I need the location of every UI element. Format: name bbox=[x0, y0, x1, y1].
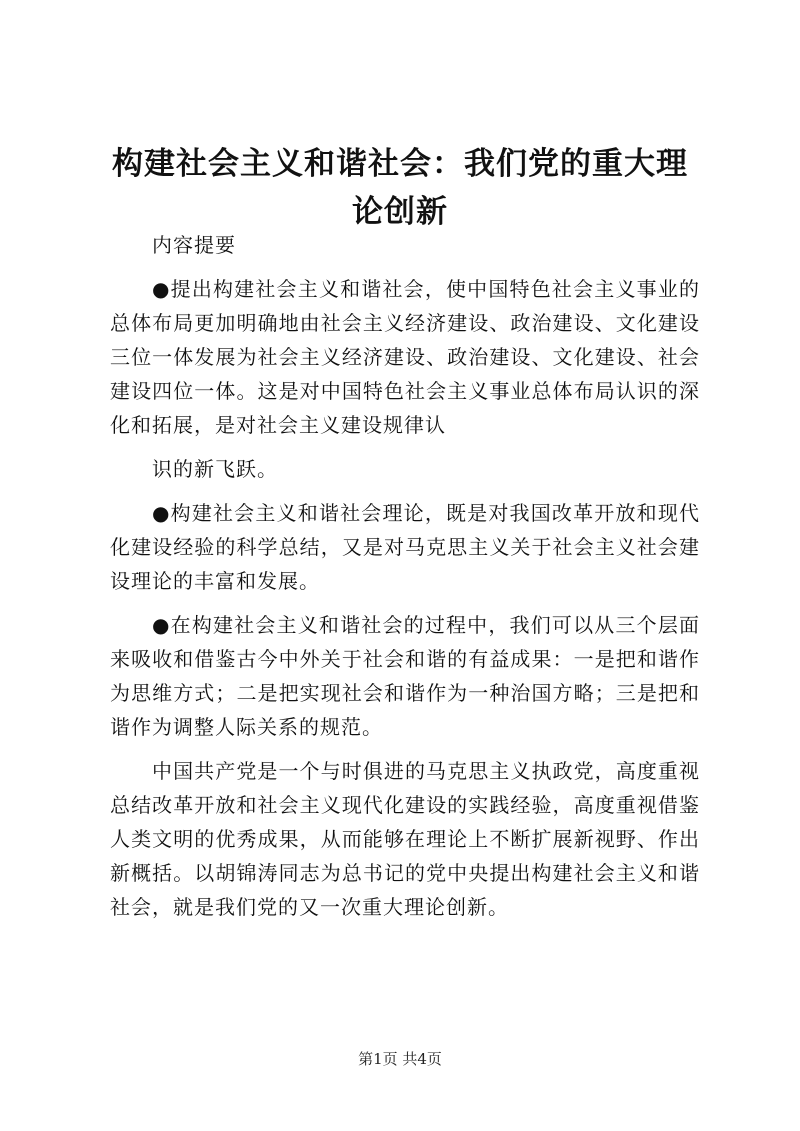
paragraph-bullet-3: ●在构建社会主义和谐社会的过程中，我们可以从三个层面来吸收和借鉴古今中外关于社会和谐的有益成果：一是把和谐作为思维方式；二是把实现社会和谐作为一种治国方略；三是把和谐作为调整人际关系的规范。 bbox=[110, 613, 700, 739]
document-body bbox=[110, 228, 700, 934]
document-title: 构建社会主义和谐社会：我们党的重大理论创新 bbox=[112, 146, 688, 230]
paragraph-bullet-2: ●构建社会主义和谐社会理论，既是对我国改革开放和现代化建设经验的科学总结，又是对马克思主义关于社会主义社会建设理论的丰富和发展。 bbox=[110, 501, 700, 593]
paragraph-summary-heading: 内容提要 bbox=[152, 233, 236, 257]
paragraph-bullet-1: ●提出构建社会主义和谐社会，使中国特色社会主义事业的总体布局更加明确地由社会主义经济建设、政治建设、文化建设三位一体发展为社会主义经济建设、政治建设、文化建设、社会建设四位一体。这是对中国特色社会主义事业总体布局认识的深化和拓展，是对社会主义建设规律认 bbox=[110, 277, 700, 437]
page-footer: 第1页 共4页 bbox=[358, 1050, 442, 1068]
paragraph-body-1: 中国共产党是一个与时俱进的马克思主义执政党，高度重视总结改革开放和社会主义现代化建设的实践经验，高度重视借鉴人类文明的优秀成果，从而能够在理论上不断扩展新视野、作出新概括。以胡锦涛同志为总书记的党中央提出构建社会主义和谐社会，就是我们党的又一次重大理论创新。 bbox=[110, 759, 700, 919]
paragraph-bullet-1-continued: 识的新飞跃。 bbox=[152, 457, 278, 481]
